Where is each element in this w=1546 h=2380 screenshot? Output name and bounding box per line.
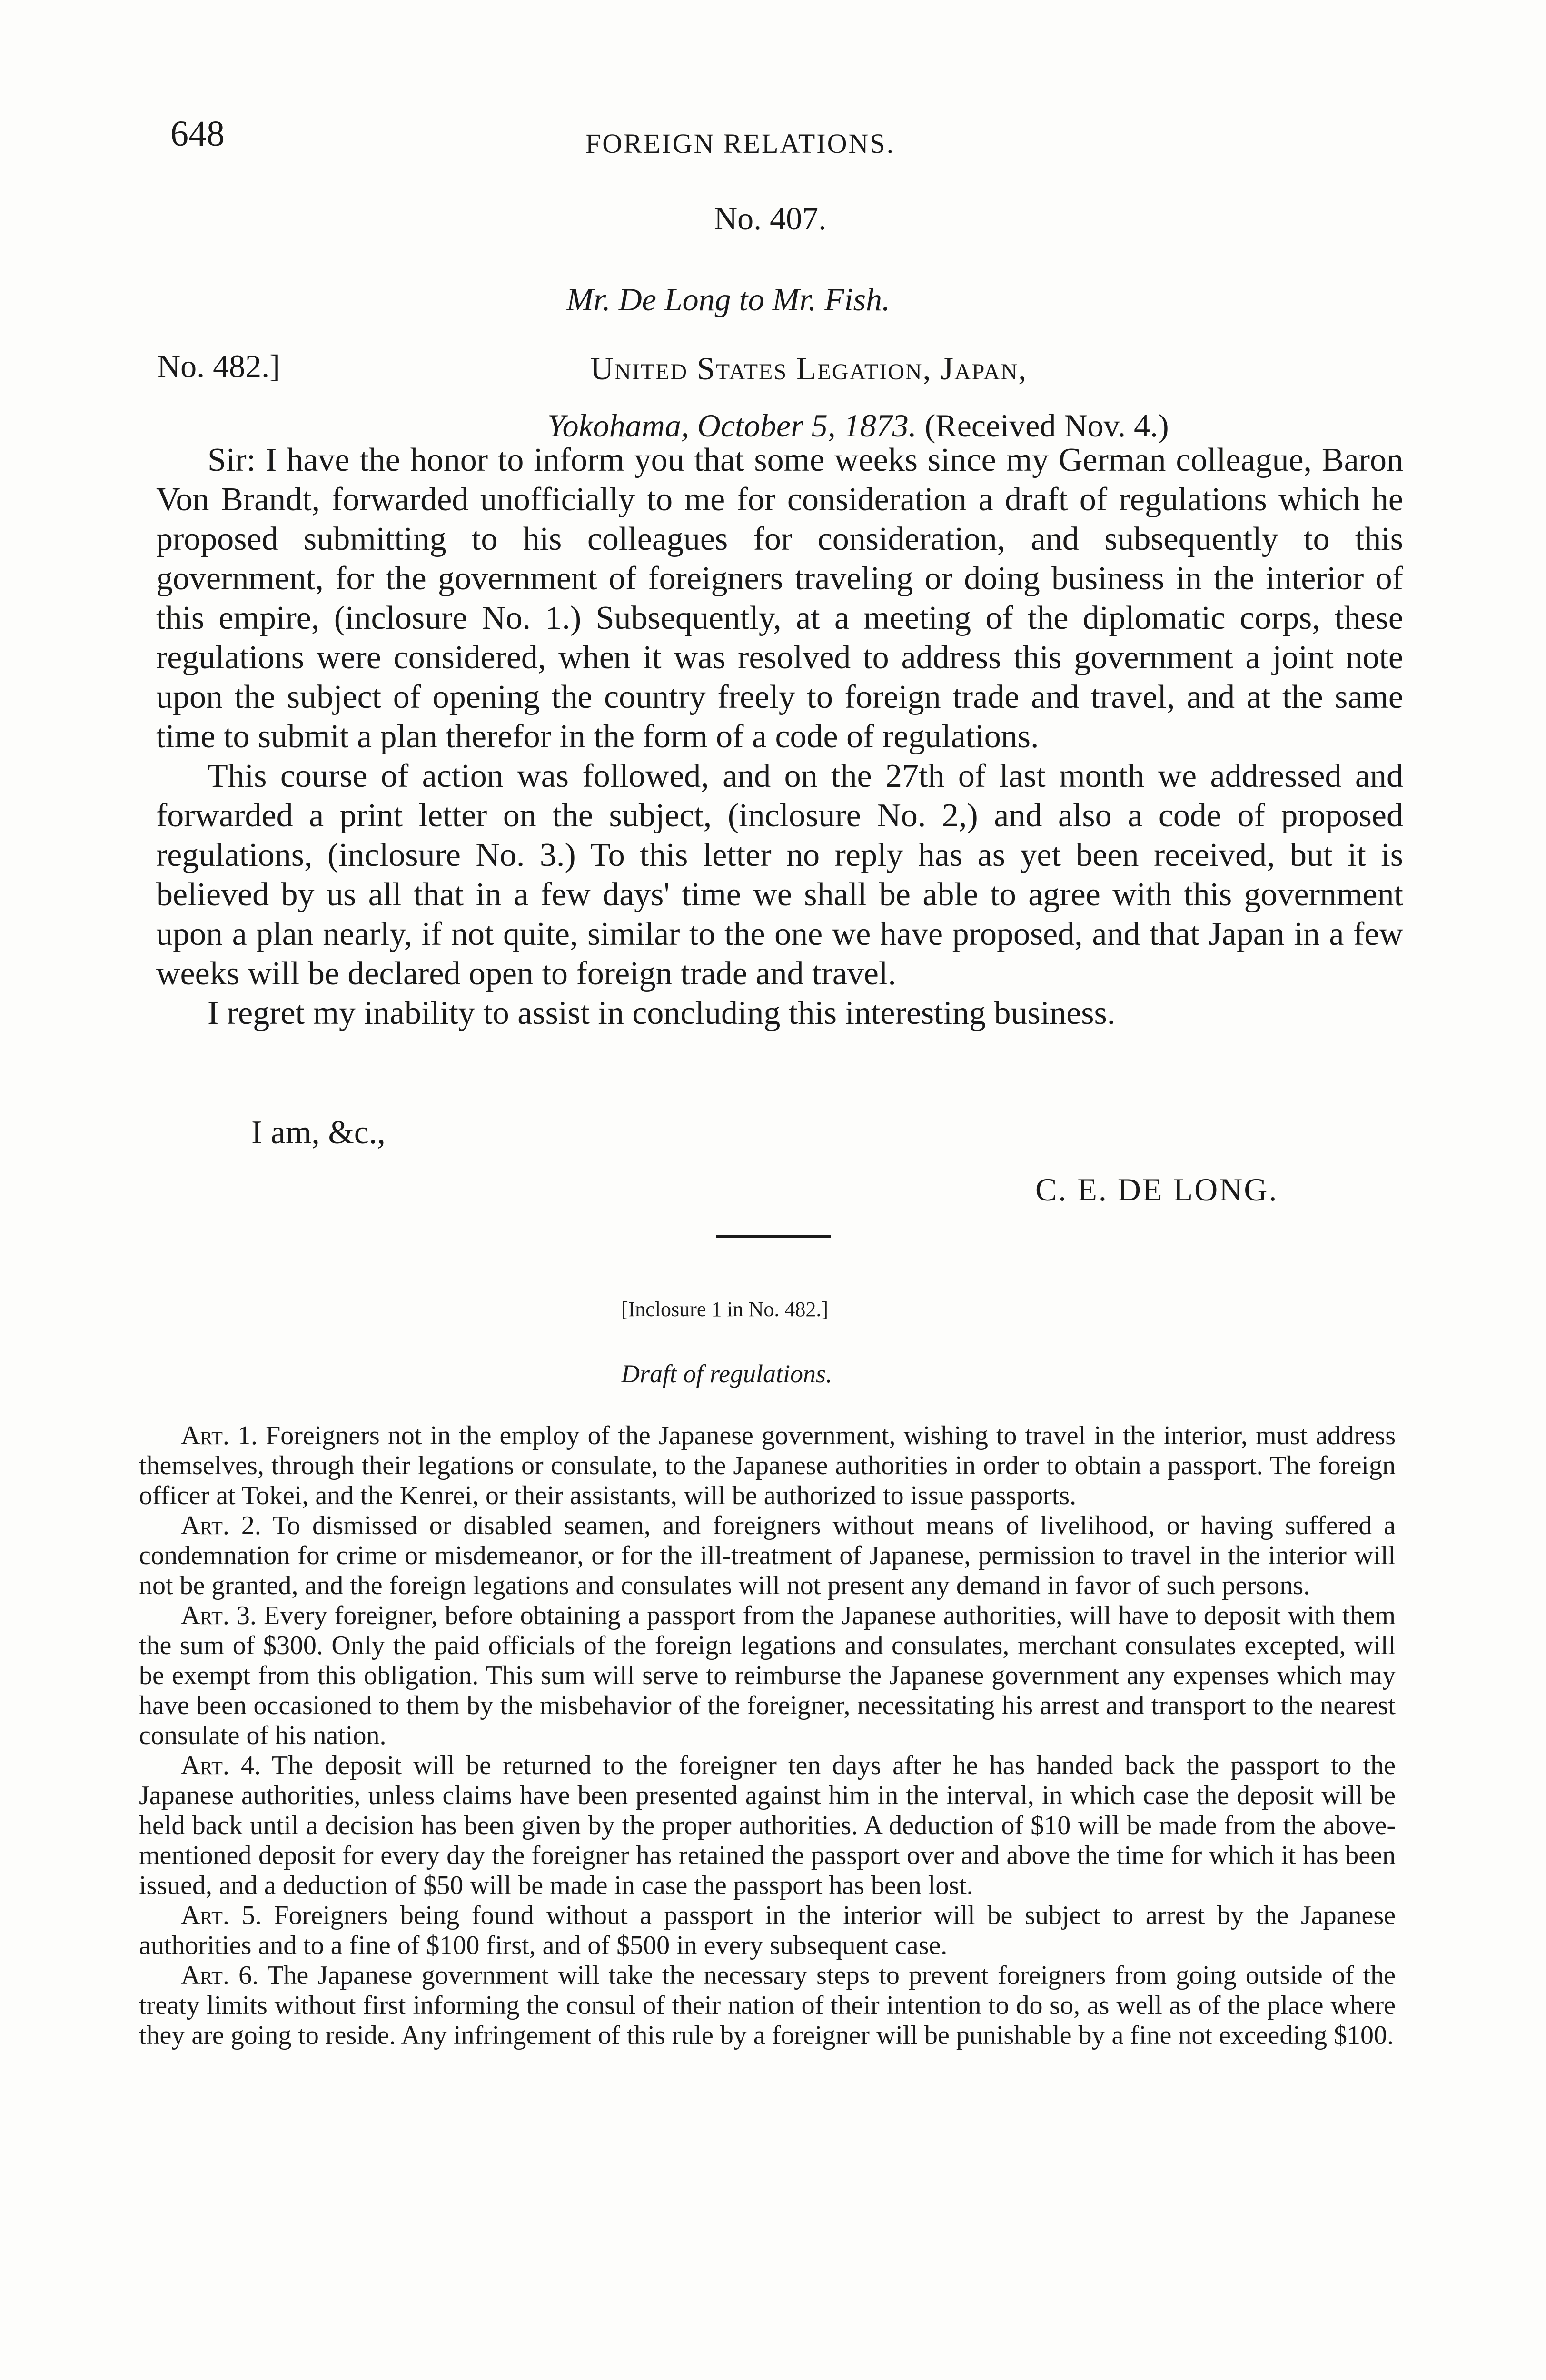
article	[139, 1421, 1396, 1511]
article	[139, 1511, 1396, 1601]
article-label: Art. 5.	[181, 1901, 262, 1930]
letter-paragraph: I regret my inability to assist in concluding this interesting business.	[208, 995, 1116, 1031]
article	[139, 1601, 1396, 1751]
article-text: Foreigners not in the employ of the Japanese government, wishing to travel in the interior, must address themselves, through their legations or consulate, to the Japanese authorities in order to obtain a passport. The foreign officer at Tokei, and the Kenrei, or their assistants, will be authorized to issue passports.	[139, 1421, 1396, 1510]
article-label: Art. 4.	[181, 1751, 261, 1780]
closing: I am, &c.,	[251, 1114, 386, 1151]
signature: C. E. DE LONG.	[1035, 1171, 1278, 1208]
articles-list	[139, 1421, 1396, 2051]
article	[139, 1961, 1396, 2051]
letter-body	[156, 440, 1403, 1033]
enclosure-label: [Inclosure 1 in No. 482.]	[621, 1298, 829, 1321]
document-title: Mr. De Long to Mr. Fish.	[566, 281, 891, 317]
article-text: The Japanese government will take the necessary steps to prevent foreigners from going outside of the treaty limits without first informing the consul of their nation of their intention to do so, as well as of the place where they are going to reside. Any infringement of this rule by a foreigner will be punishable by a fine not exceeding $100.	[139, 1961, 1396, 2050]
section-divider	[716, 1235, 831, 1238]
despatch-number: No. 482.]	[157, 348, 280, 384]
received-date: (Received Nov. 4.)	[924, 407, 1169, 444]
article-label: Art. 3.	[181, 1601, 257, 1630]
article-label: Art. 6.	[181, 1961, 259, 1990]
dateline	[547, 407, 1169, 445]
article-text: The deposit will be returned to the foreigner ten days after he has handed back the passport to the Japanese authorities, unless claims have been presented against him in the interval, in which case the deposit will be held back until a decision has been given by the proper authorities. A deduction of $10 will be made from the above-mentioned deposit for every day the foreigner has retained the passport over and above the time for which it has been issued, and a deduction of $50 will be made in case the passport has been lost.	[139, 1751, 1396, 1900]
article-text: Every foreigner, before obtaining a passport from the Japanese authorities, will have to deposit with them the sum of $300. Only the paid officials of the foreign legations and consulates, merchant consulates excepted, will be exempt from this obligation. This sum will serve to reimburse the Japanese government any expenses which may have been occasioned to them by the misbehavior of the foreigner, necessitating his arrest and transport to the nearest consulate of his nation.	[139, 1601, 1396, 1750]
article-label: Art. 2.	[181, 1511, 261, 1540]
article	[139, 1901, 1396, 1961]
article-label: Art. 1.	[181, 1421, 258, 1450]
article-text: To dismissed or disabled seamen, and foreigners without means of livelihood, or having suffered a condemnation for crime or misdemeanor, or for the ill-treatment of Japanese, permission to travel in the interior will not be granted, and the foreign legations and consulates will not present any demand in favor of such persons.	[139, 1511, 1396, 1600]
document-number: No. 407.	[714, 200, 827, 237]
page-number: 648	[170, 114, 225, 154]
place-date: Yokohama, October 5, 1873.	[547, 407, 917, 444]
legation-line: United States Legation, Japan,	[590, 350, 1028, 387]
article-text: Foreigners being found without a passport in the interior will be subject to arrest by the Japanese authorities and to a fine of $100 first, and of $500 in every subsequent case.	[139, 1901, 1396, 1960]
article	[139, 1751, 1396, 1901]
running-head: FOREIGN RELATIONS.	[585, 128, 895, 159]
letter-paragraph: This course of action was followed, and on the 27th of last month we addressed and forwarded a print letter on the subject, (inclosure No. 2,) and also a code of proposed regulations, (inclosure No. 3.) To this letter no reply has as yet been received, but it is believed by us all that in a few days' time we shall be able to agree with this government upon a plan nearly, if not quite, similar to the one we have proposed, and that Japan in a few weeks will be declared open to foreign trade and travel.	[156, 758, 1403, 992]
letter-paragraph: Sir: I have the honor to inform you that some weeks since my German colleague, Baron Von Brandt, forwarded unofficially to me for consideration a draft of regulations which he proposed submitting to his colleagues for consideration, and subsequently to this government, for the government of foreigners traveling or doing business in the interior of this empire, (inclosure No. 1.) Subsequently, at a meeting of the diplomatic corps, these regulations were considered, when it was resolved to address this government a joint note upon the subject of opening the country freely to foreign trade and travel, and at the same time to submit a plan therefor in the form of a code of regulations.	[156, 442, 1403, 755]
enclosure-title: Draft of regulations.	[621, 1359, 832, 1388]
